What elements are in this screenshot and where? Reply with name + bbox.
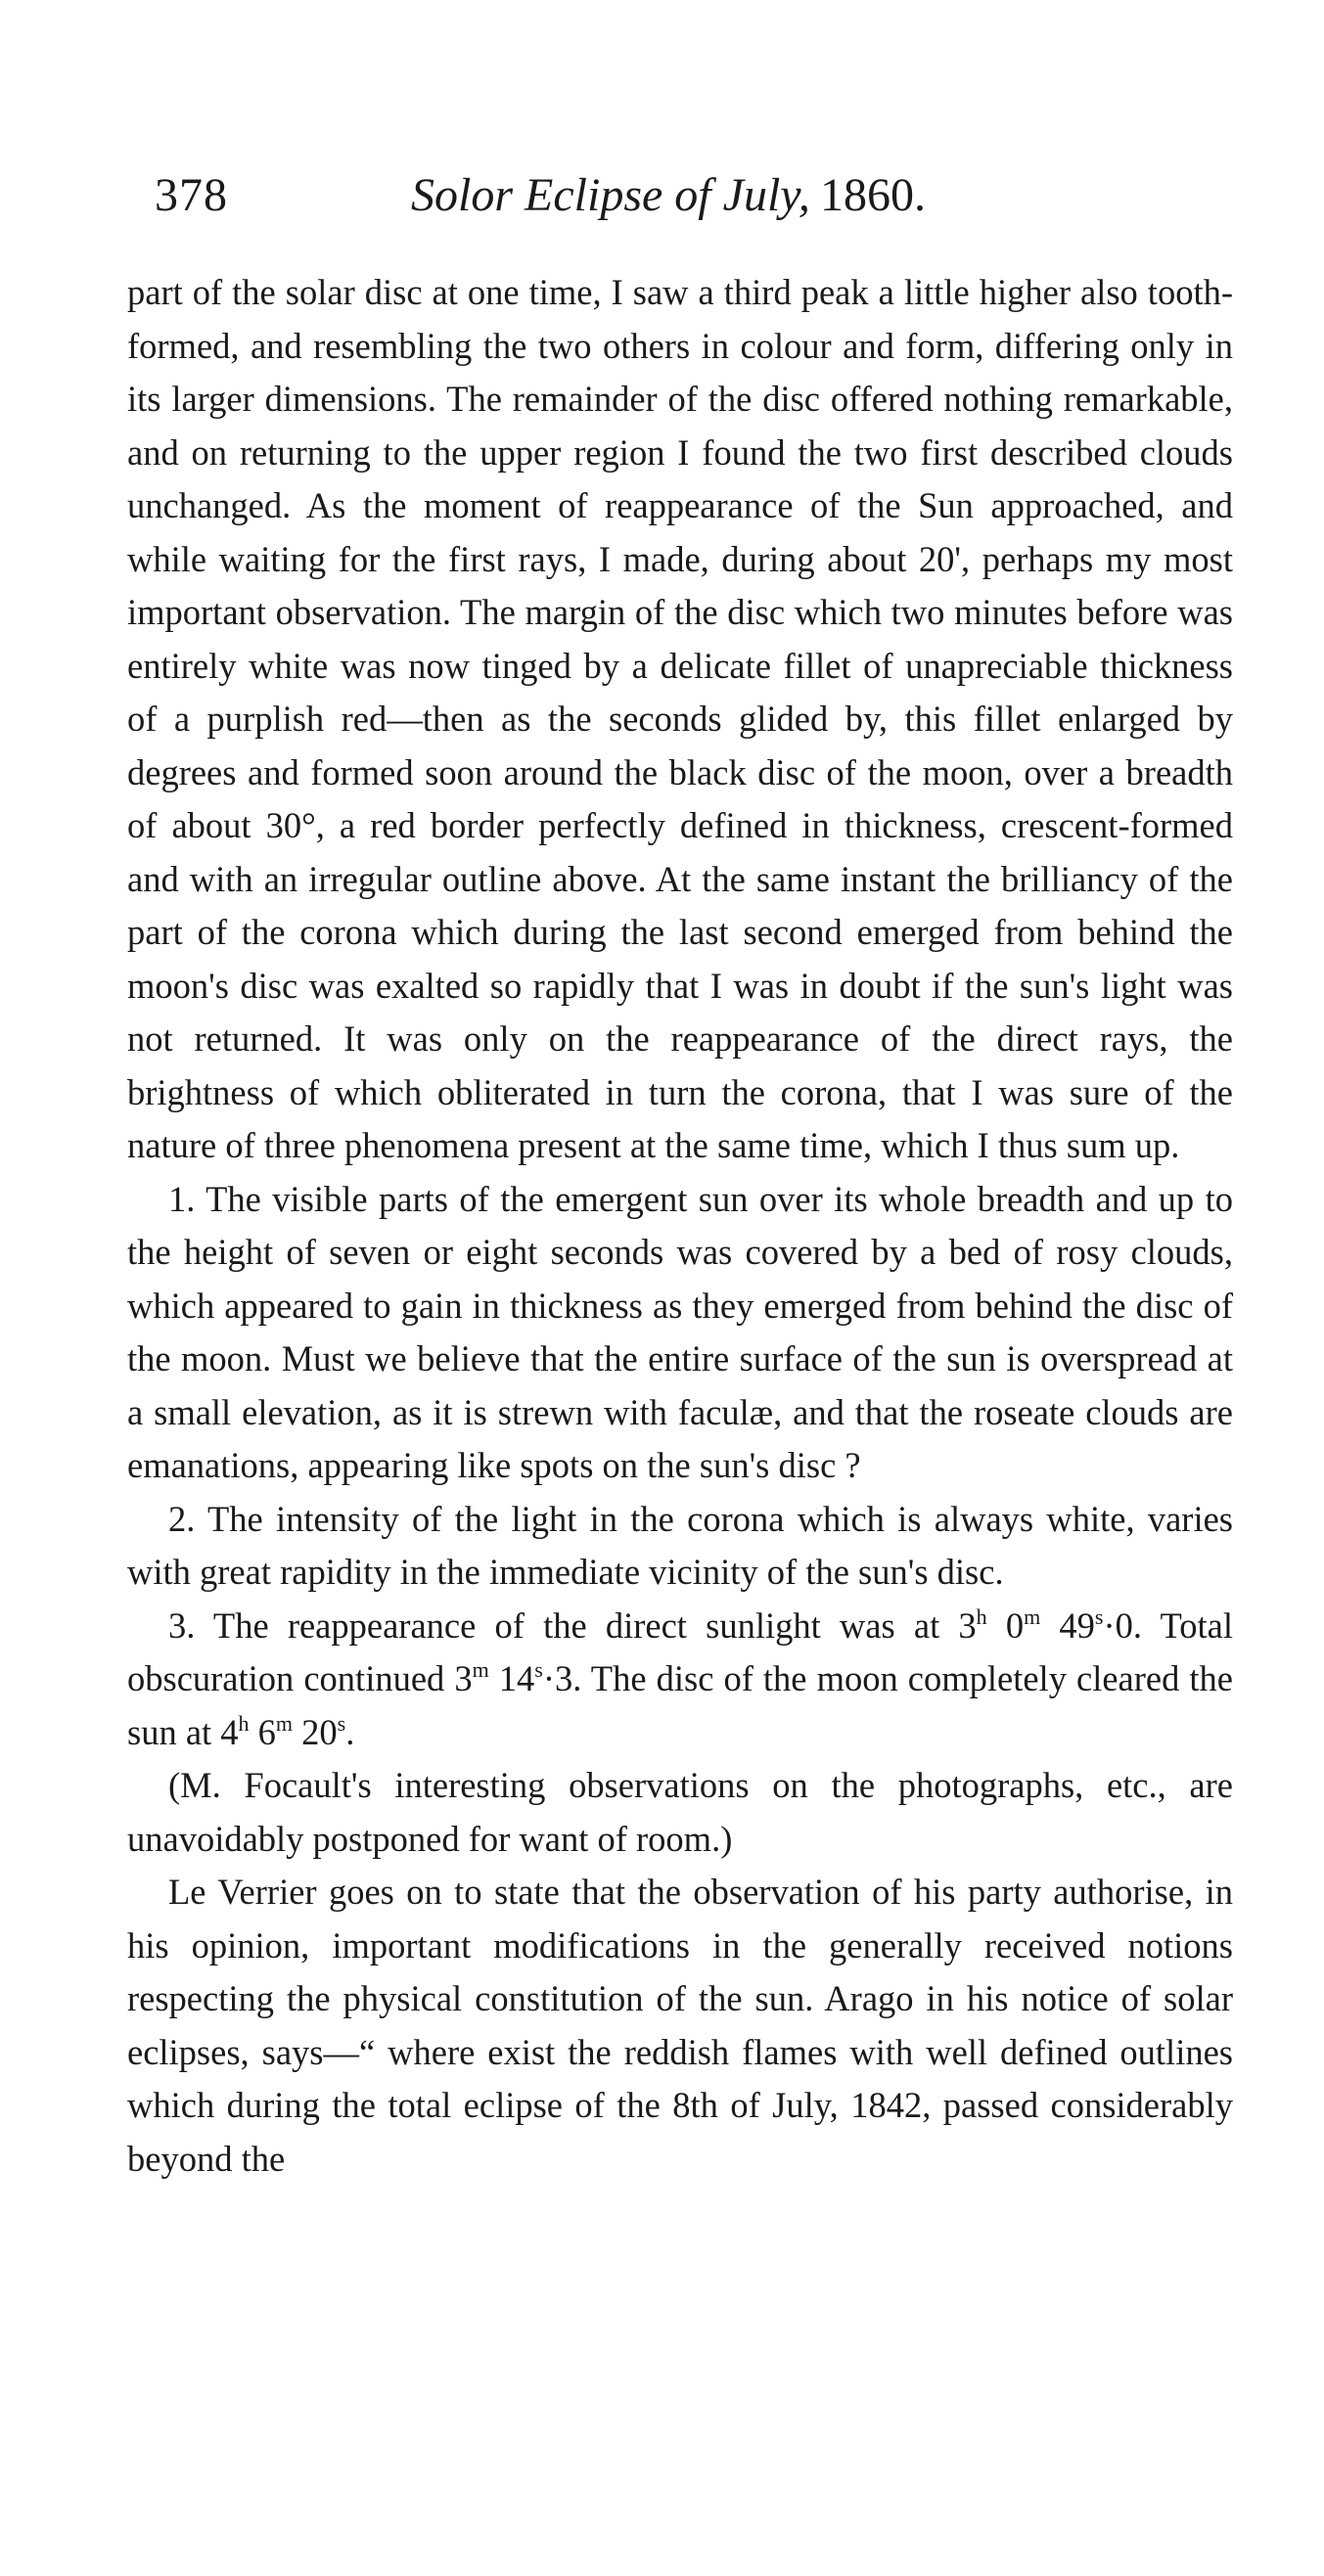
paragraph-point-2: 2. The intensity of the light in the corona which is always white, varies with great rapidity in the immediate vicinity of the sun's disc. bbox=[127, 1498, 1233, 1592]
text-run: 14 bbox=[488, 1658, 535, 1698]
paragraph-le-verrier: Le Verrier goes on to state that the observation of his party authorise, in his opinion, important modifications in the generally received notions respecting the physical constitution of the sun. Arago in his notice of solar eclipses, says—“ where exist the reddish flames with well defined outlines which during the total eclipse of the 8th of July, 1842, passed considerably beyond the bbox=[127, 1872, 1233, 2179]
text-run: ·0. Total obscuration continued 3 bbox=[127, 1604, 1234, 1698]
superscript-minutes: m bbox=[1024, 1604, 1041, 1629]
text-run: . bbox=[345, 1711, 355, 1752]
running-title bbox=[411, 168, 926, 222]
superscript-minutes: m bbox=[275, 1710, 294, 1736]
paragraph-editorial-note: (M. Focault's interesting observations on the photographs, etc., are unavoidably postponed for want of room.) bbox=[127, 1765, 1233, 1859]
paragraph-continued: part of the solar disc at one time, I saw a third peak a little higher also tooth-formed, and resembling the two others in colour and form, differing only in its larger dimensions. The remainder of the disc offered nothing remarkable, and on returning to the upper region I found the two first described clouds unchanged. As the moment of reappearance of the Sun approached, and while waiting for the first rays, I made, during about 20', perhaps my most important observation. The margin of the disc which two minutes before was entirely white was now tinged by a delicate fillet of unapreciable thickness of a purplish red—then as the seconds glided by, this fillet enlarged by degrees and formed soon around the black disc of the moon, over a breadth of about 30°, a red border perfectly defined in thickness, crescent-formed and with an irregular outline above. At the same instant the brilliancy of the part of the corona which during the last second emerged from behind the moon's disc was exalted so rapidly that I was in doubt if the sun's light was not returned. It was only on the reappearance of the direct rays, the brightness of which obliterated in turn the corona, that I was sure of the nature of three phenomena present at the same time, which I thus sum up. bbox=[127, 272, 1233, 1165]
superscript-hours: h bbox=[238, 1710, 250, 1736]
paragraph-point-1: 1. The visible parts of the emergent sun over its whole breadth and up to the height of seven or eight seconds was covered by a bed of rosy clouds, which appeared to gain in thickness as they emerged from behind the disc of the moon. Must we believe that the entire surface of the sun is overspread at a small elevation, as it is strewn with faculæ, and that the roseate clouds are emanations, appearing like spots on the sun's disc ? bbox=[127, 1178, 1233, 1485]
page-header bbox=[155, 168, 1216, 237]
text-run: 3. The reappearance of the direct sunlight was at 3 bbox=[168, 1604, 977, 1646]
page-body bbox=[127, 266, 1233, 2186]
text-run: ·3. The disc of the moon completely cleared the sun at 4 bbox=[127, 1658, 1234, 1752]
text-run: 6 bbox=[249, 1711, 276, 1752]
text-run: 49 bbox=[1040, 1604, 1095, 1646]
superscript-seconds: s bbox=[337, 1710, 346, 1736]
running-title-text: Solor Eclipse of July, bbox=[411, 169, 810, 221]
superscript-seconds: s bbox=[1094, 1604, 1104, 1629]
superscript-hours: h bbox=[976, 1604, 987, 1629]
superscript-seconds: s bbox=[534, 1657, 543, 1682]
page-number: 378 bbox=[155, 169, 228, 221]
superscript-minutes: m bbox=[472, 1657, 489, 1682]
text-run: 20 bbox=[293, 1711, 338, 1752]
running-title-year: 1860. bbox=[819, 169, 926, 221]
text-run: 0 bbox=[986, 1604, 1025, 1646]
paragraph-point-3 bbox=[127, 1600, 1233, 1760]
